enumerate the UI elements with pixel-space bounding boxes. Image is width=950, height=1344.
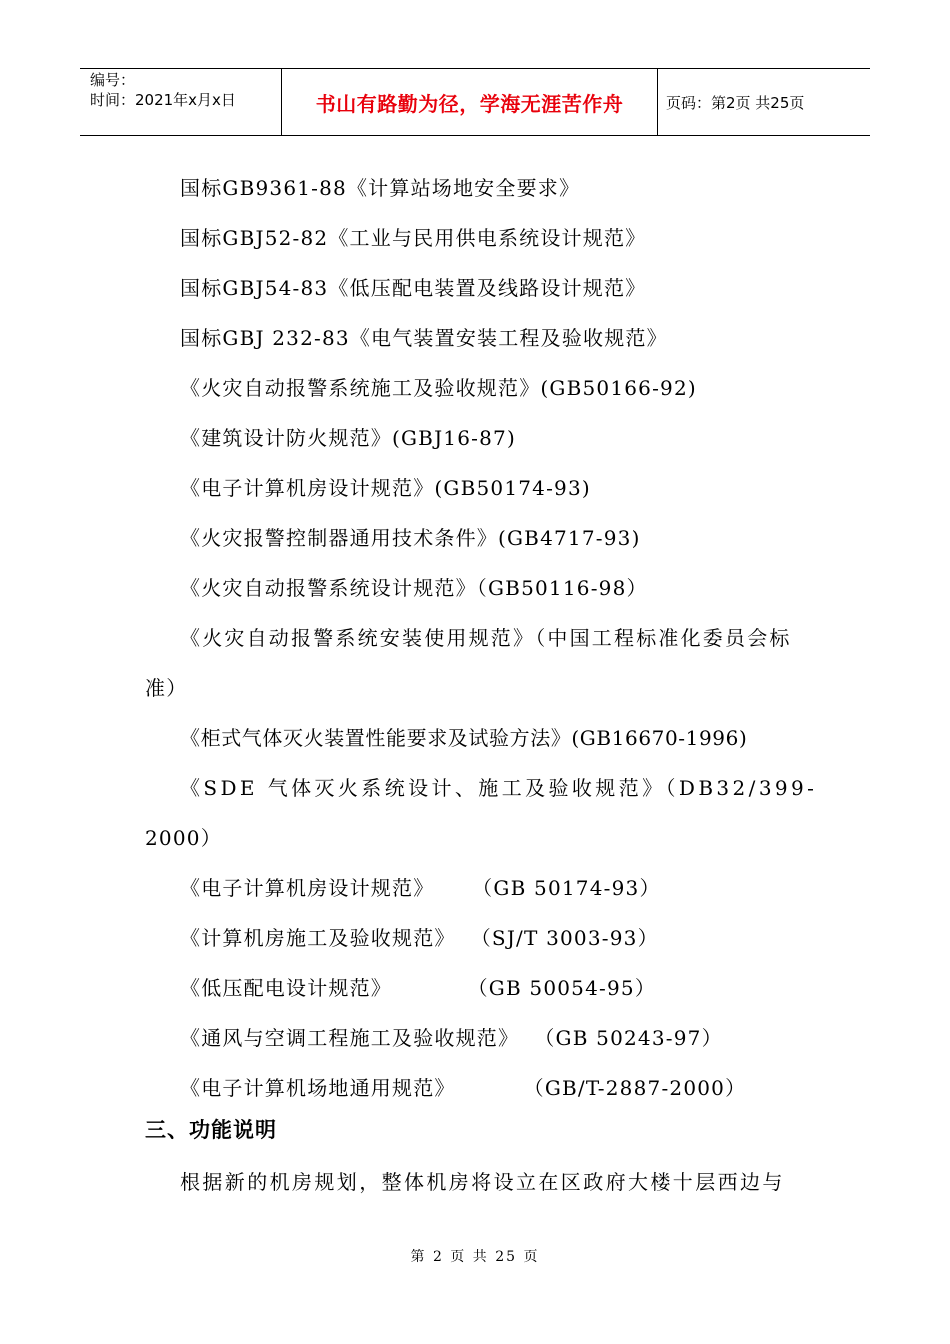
page-footer: 第 2 页 共 25 页 [410, 1249, 540, 1265]
standard-line: 《火灾报警控制器通用技术条件》(GB4717-93) [180, 526, 641, 550]
standard-line: 《计算机房施工及验收规范》 （SJ/T 3003-93） [180, 926, 659, 950]
standard-line: 《电子计算机房设计规范》 （GB 50174-93） [180, 876, 661, 900]
doc-number-label: 编号： [90, 71, 136, 89]
standard-line: 《火灾自动报警系统施工及验收规范》(GB50166-92) [180, 376, 697, 400]
standard-line: 《电子计算机房设计规范》(GB50174-93) [180, 476, 591, 500]
standard-line: 《SDE 气体灭火系统设计、施工及验收规范》（DB32/399- [180, 776, 818, 800]
standard-line: 《低压配电设计规范》 （GB 50054-95） [180, 976, 657, 1000]
standard-line: 《火灾自动报警系统安装使用规范》（中国工程标准化委员会标 [180, 626, 792, 650]
standard-line: 《建筑设计防火规范》(GBJ16-87) [180, 426, 516, 450]
standard-line: 《通风与空调工程施工及验收规范》 （GB 50243-97） [180, 1026, 723, 1050]
standard-line: 国标GBJ 232-83《电气装置安装工程及验收规范》 [180, 326, 668, 350]
standard-line-continued: 2000） [145, 826, 222, 850]
section-title: 三、功能说明 [145, 1118, 277, 1142]
standard-line: 《电子计算机场地通用规范》 （GB/T-2887-2000） [180, 1076, 747, 1100]
standard-line: 国标GB9361-88《计算站场地安全要求》 [180, 176, 581, 200]
doc-time-label: 时间：2021年x月x日 [90, 91, 236, 109]
standard-line: 国标GBJ54-83《低压配电装置及线路设计规范》 [180, 276, 647, 300]
body-paragraph: 根据新的机房规划，整体机房将设立在区政府大楼十层西边与 [180, 1170, 785, 1194]
standard-line: 《柜式气体灭火装置性能要求及试验方法》(GB16670-1996) [180, 726, 748, 750]
standard-line-continued: 准） [145, 676, 188, 700]
standard-line: 《火灾自动报警系统设计规范》（GB50116-98） [180, 576, 648, 600]
standard-line: 国标GBJ52-82《工业与民用供电系统设计规范》 [180, 226, 647, 250]
page-header [80, 68, 870, 136]
header-meta [80, 69, 282, 135]
header-page-info: 页码：第2页 共25页 [666, 93, 805, 112]
header-motto: 书山有路勤为径，学海无涯苦作舟 [282, 69, 658, 135]
